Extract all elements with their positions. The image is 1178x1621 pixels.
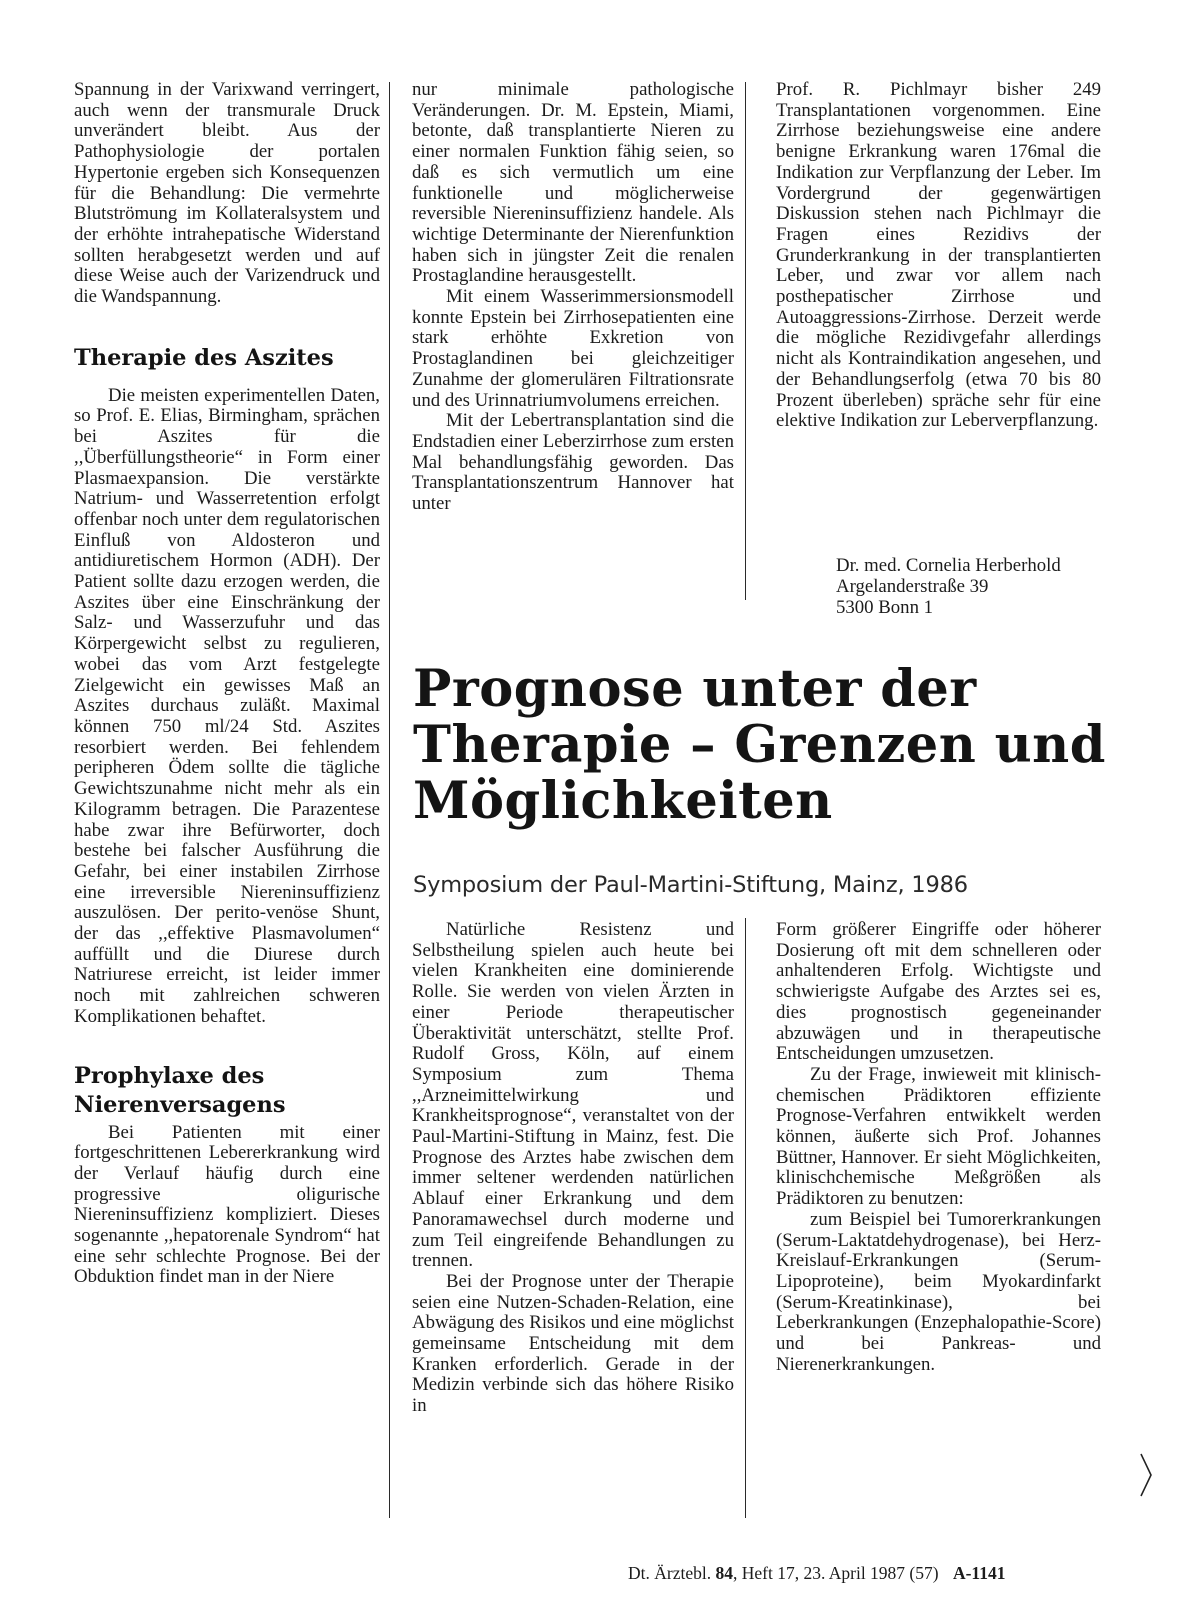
- paragraph: Zu der Frage, inwieweit mit klinisch-chemischen Prädiktoren effiziente Prognose-Verfahren entwikkelt werden können, äußerte sich Prof. Johannes Büttner, Hannover. Er sieht Möglichkeiten, klinischchemische Meßgrößen als Prädiktoren zu benutzen:: [776, 1063, 1101, 1210]
- heading-line: Prophylaxe des: [74, 1062, 265, 1089]
- column-2: [412, 80, 734, 515]
- paragraph: Spannung in der Varixwand verringert, auch wenn der transmurale Druck unverändert bleibt. Aus der Pathophysiologie der portalen Hypertonie ergeben sich Konsequenzen für die Behandlung: Die vermehrte Blutströmung im Kollateralsystem und der erhöhte intrahepatische Widerstand sollten herabgesetzt werden und auf diese Weise auch der Varizendruck und die Wandspannung.: [74, 79, 380, 308]
- paragraph: Die meisten experimentellen Daten, so Prof. E. Elias, Birmingham, sprächen bei Aszites für die ,,Überfüllungstheorie“ in Form einer Plasmaexpansion. Die verstärkte Natrium- und Wasserretention erfolgt offenbar noch unter dem regulatorischen Einfluß von Aldosteron und antidiuretischem Hormon (ADH). Der Patient sollte dazu erzogen werden, die Aszites über eine Einschränkung der Salz- und Wasserzufuhr und das Körpergewicht selbst zu regulieren, wobei das vom Arzt festgelegte Zielgewicht ein gewisses Maß an Aszites durchaus zuläßt. Maximal können 750 ml/24 Std. Aszites resorbiert werden. Bei fehlendem peripheren Ödem sollte die tägliche Gewichtszunahme nicht mehr als ein Kilogramm betragen. Die Parazentese habe zwar ihre Befürworter, doch bestehe bei falscher Ausführung die Gefahr, bei einer instabilen Zirrhose eine irreversible Niereninsuffizienz auszulösen. Der perito-venöse Shunt, der das ,,effektive Plasmavolumen“ auffüllt und die Diurese durch Natriurese erreicht, ist leider immer noch mit zahlreichen schweren Komplikationen behaftet.: [74, 384, 380, 1027]
- section-heading-nieren: [74, 1062, 380, 1120]
- column-divider: [389, 82, 390, 1518]
- author-street: Argelanderstraße 39: [836, 576, 989, 597]
- author-name: Dr. med. Cornelia Herberhold: [836, 555, 1061, 576]
- author-city: 5300 Bonn 1: [836, 597, 934, 618]
- paragraph: zum Beispiel bei Tumorerkrankungen (Serum-Laktatdehydrogenase), bei Herz-Kreislauf-Erkrankungen (Serum-Lipoproteine), beim Myokardinfarkt (Serum-Kreatinkinase), bei Leberkrankungen (Enzephalopathie-Score) und bei Pankreas- und Nierenerkrankungen.: [776, 1208, 1101, 1375]
- author-signature: [836, 555, 1061, 618]
- title-line: Prognose unter der: [413, 659, 977, 719]
- paragraph: Bei der Prognose unter der Therapie seien eine Nutzen-Schaden-Relation, eine Abwägung des Risikos und eine möglichst gemeinsame Entscheidung mit dem Kranken erforderlich. Gerade in der Medizin verbinde sich das höhere Risiko in: [412, 1270, 734, 1417]
- paragraph: Mit der Lebertransplantation sind die Endstadien einer Leberzirrhose zum ersten Mal behandlungsfähig geworden. Das Transplantationszentrum Hannover hat unter: [412, 410, 734, 515]
- column-divider: [745, 918, 746, 1518]
- column-5: [776, 920, 1101, 1375]
- column-divider: [745, 82, 746, 600]
- paragraph: nur minimale pathologische Veränderungen. Dr. M. Epstein, Miami, betonte, daß transplantierte Nieren zu einer normalen Funktion fähig seien, so daß es sich vermutlich um eine funktionelle und möglicherweise reversible Niereninsuffizienz handele. Als wichtige Determinante der Nierenfunktion haben sich in jüngster Zeit die renalen Prostaglandine herausgestellt.: [412, 79, 734, 287]
- paragraph: Mit einem Wasserimmersionsmodell konnte Epstein bei Zirrhosepatienten eine stark erhöhte Exkretion von Prostaglandinen bei gleichzeitiger Zunahme der glomerulären Filtrationsrate und des Urinnatriumvolumens erreichen.: [412, 286, 734, 411]
- paragraph: Form größerer Eingriffe oder höherer Dosierung oft mit dem schnelleren oder anhaltenderen Erfolg. Wichtigste und schwierigste Aufgabe des Arztes sei es, dies prognostisch gegeneinander abzuwägen und in therapeutische Entscheidungen umzusetzen.: [776, 919, 1101, 1065]
- paragraph: Natürliche Resistenz und Selbstheilung spielen auch heute bei vielen Krankheiten eine dominierende Rolle. Sie werden von vielen Ärzten in einer Periode therapeutischer Überaktivität unterschätzt, stellte Prof. Rudolf Gross, Köln, auf einem Symposium zum Thema ,,Arzneimittelwirkung und Krankheitsprognose“, veranstaltet von der Paul-Martini-Stiftung in Mainz, fest. Die Prognose des Arztes habe zwischen dem immer seltener werdenden natürlichen Ablauf einer Erkrankung und dem Panoramawechsel durch moderne und zum Teil eingreifende Behandlungen zu trennen.: [412, 919, 734, 1272]
- title-line: Therapie – Grenzen und: [413, 715, 1106, 775]
- article-title: [413, 661, 1133, 829]
- continuation-arrow-icon: [1139, 1452, 1153, 1498]
- page-number: A-1141: [952, 1563, 1006, 1583]
- journal-name: Dt. Ärztebl.: [628, 1563, 712, 1583]
- issue-info: , Heft 17, 23. April 1987 (57): [732, 1563, 939, 1583]
- article-subtitle: Symposium der Paul-Martini-Stiftung, Mainz, 1986: [413, 872, 968, 898]
- column-3: [776, 80, 1101, 432]
- page-footer: [628, 1562, 1005, 1584]
- paragraph: Prof. R. Pichlmayr bisher 249 Transplantationen vorgenommen. Eine Zirrhose beziehungsweise eine andere benigne Erkrankung waren 176mal die Indikation zur Verpflanzung der Leber. Im Vordergrund der gegenwärtigen Diskussion stehen nach Pichlmayr die Fragen eines Rezidivs der Grunderkrankung in der transplantierten Leber, und zwar vor allem nach posthepatischer Zirrhose und Autoaggressions-Zirrhose. Derzeit werde die mögliche Rezidivgefahr allerdings nicht als Kontraindikation angesehen, und der Behandlungserfolg (etwa 70 bis 80 Prozent überleben) spräche sehr für eine elektive Indikation zur Leberverpflanzung.: [776, 79, 1101, 432]
- section-heading-aszites: Therapie des Aszites: [74, 344, 334, 371]
- title-line: Möglichkeiten: [413, 771, 833, 831]
- volume-number: 84: [715, 1563, 733, 1583]
- paragraph: Bei Patienten mit einer fortgeschrittenen Lebererkrankung wird der Verlauf häufig durch eine progressive oligurische Niereninsuffizienz kompliziert. Dieses sogenannte ,,hepatorenale Syndrom“ hat eine sehr schlechte Prognose. Bei der Obduktion findet man in der Niere: [74, 1121, 380, 1288]
- column-1: [74, 80, 380, 1288]
- heading-line: Nierenversagens: [74, 1091, 286, 1118]
- column-4: [412, 920, 734, 1417]
